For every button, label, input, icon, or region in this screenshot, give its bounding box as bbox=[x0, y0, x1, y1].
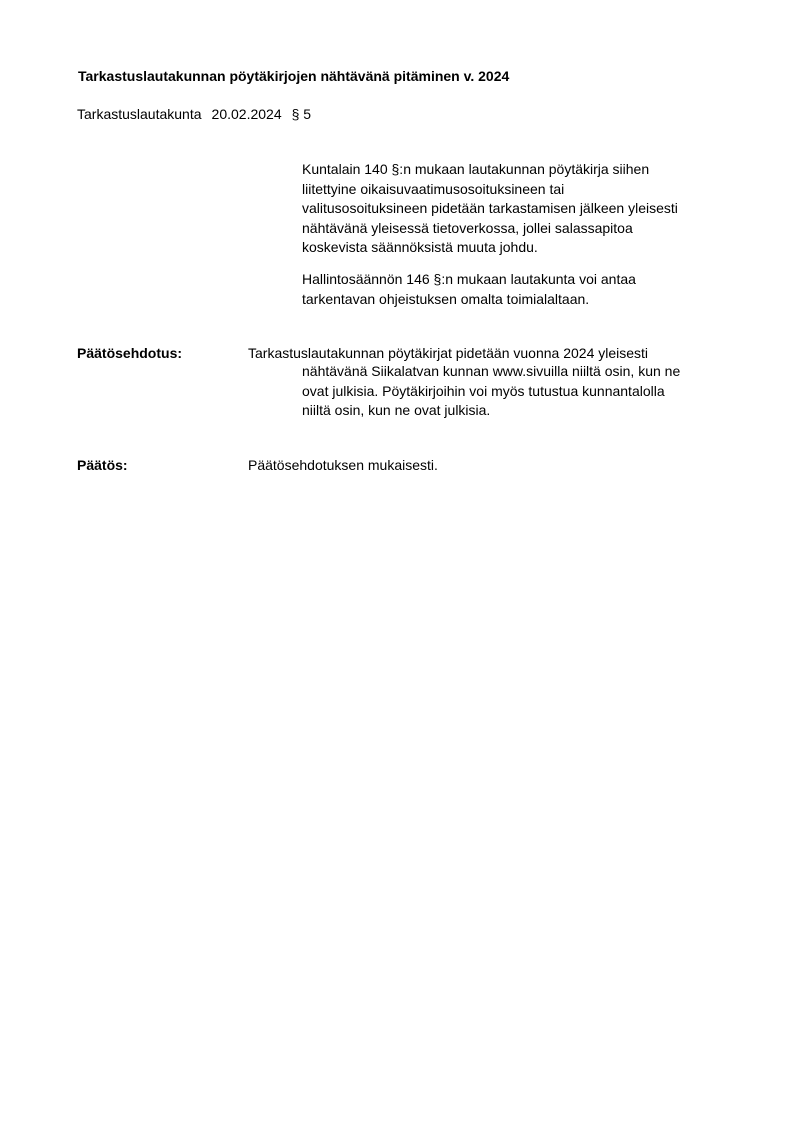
proposal-first-line: Tarkastuslautakunnan pöytäkirjat pidetään vuonna 2024 yleisesti bbox=[248, 345, 649, 361]
proposal-line: ovat julkisia. Pöytäkirjoihin voi myös tutustua kunnantalolla bbox=[302, 382, 665, 399]
paragraph-line: koskevista säännöksistä muuta johdu. bbox=[302, 239, 538, 255]
decision-text: Päätösehdotuksen mukaisesti. bbox=[248, 457, 438, 473]
meeting-section: § 5 bbox=[291, 106, 312, 122]
paragraph-line: valitusosoituksineen pidetään tarkastamisen jälkeen yleisesti bbox=[302, 200, 678, 216]
proposal-line: nähtävänä Siikalatvan kunnan www.sivuilla niiltä osin, kun ne bbox=[302, 363, 681, 379]
paragraph-kuntalaki bbox=[302, 160, 742, 258]
paragraph-line: Hallintosäännön 146 §:n mukaan lautakunta voi antaa bbox=[302, 271, 636, 287]
paragraph-line: nähtävänä yleisessä tietoverkossa, jollei salassapitoa bbox=[302, 219, 633, 236]
meeting-date: 20.02.2024 bbox=[211, 106, 282, 122]
proposal-text bbox=[302, 362, 680, 421]
paragraph-hallintosaanto bbox=[302, 270, 742, 309]
proposal-label: Päätösehdotus: bbox=[77, 345, 183, 361]
proposal-line: niiltä osin, kun ne ovat julkisia. bbox=[302, 402, 491, 418]
paragraph-line: Kuntalain 140 §:n mukaan lautakunnan pöytäkirja siihen bbox=[302, 161, 650, 177]
decision-label: Päätös: bbox=[77, 457, 128, 473]
meeting-body: Tarkastuslautakunta bbox=[77, 106, 202, 122]
paragraph-line: tarkentavan ohjeistuksen omalta toimialaltaan. bbox=[302, 290, 590, 307]
meeting-reference bbox=[77, 106, 321, 122]
document-title: Tarkastuslautakunnan pöytäkirjojen nähtävänä pitäminen v. 2024 bbox=[78, 68, 510, 84]
paragraph-line: liitettyine oikaisuvaatimusosoituksineen tai bbox=[302, 180, 565, 197]
